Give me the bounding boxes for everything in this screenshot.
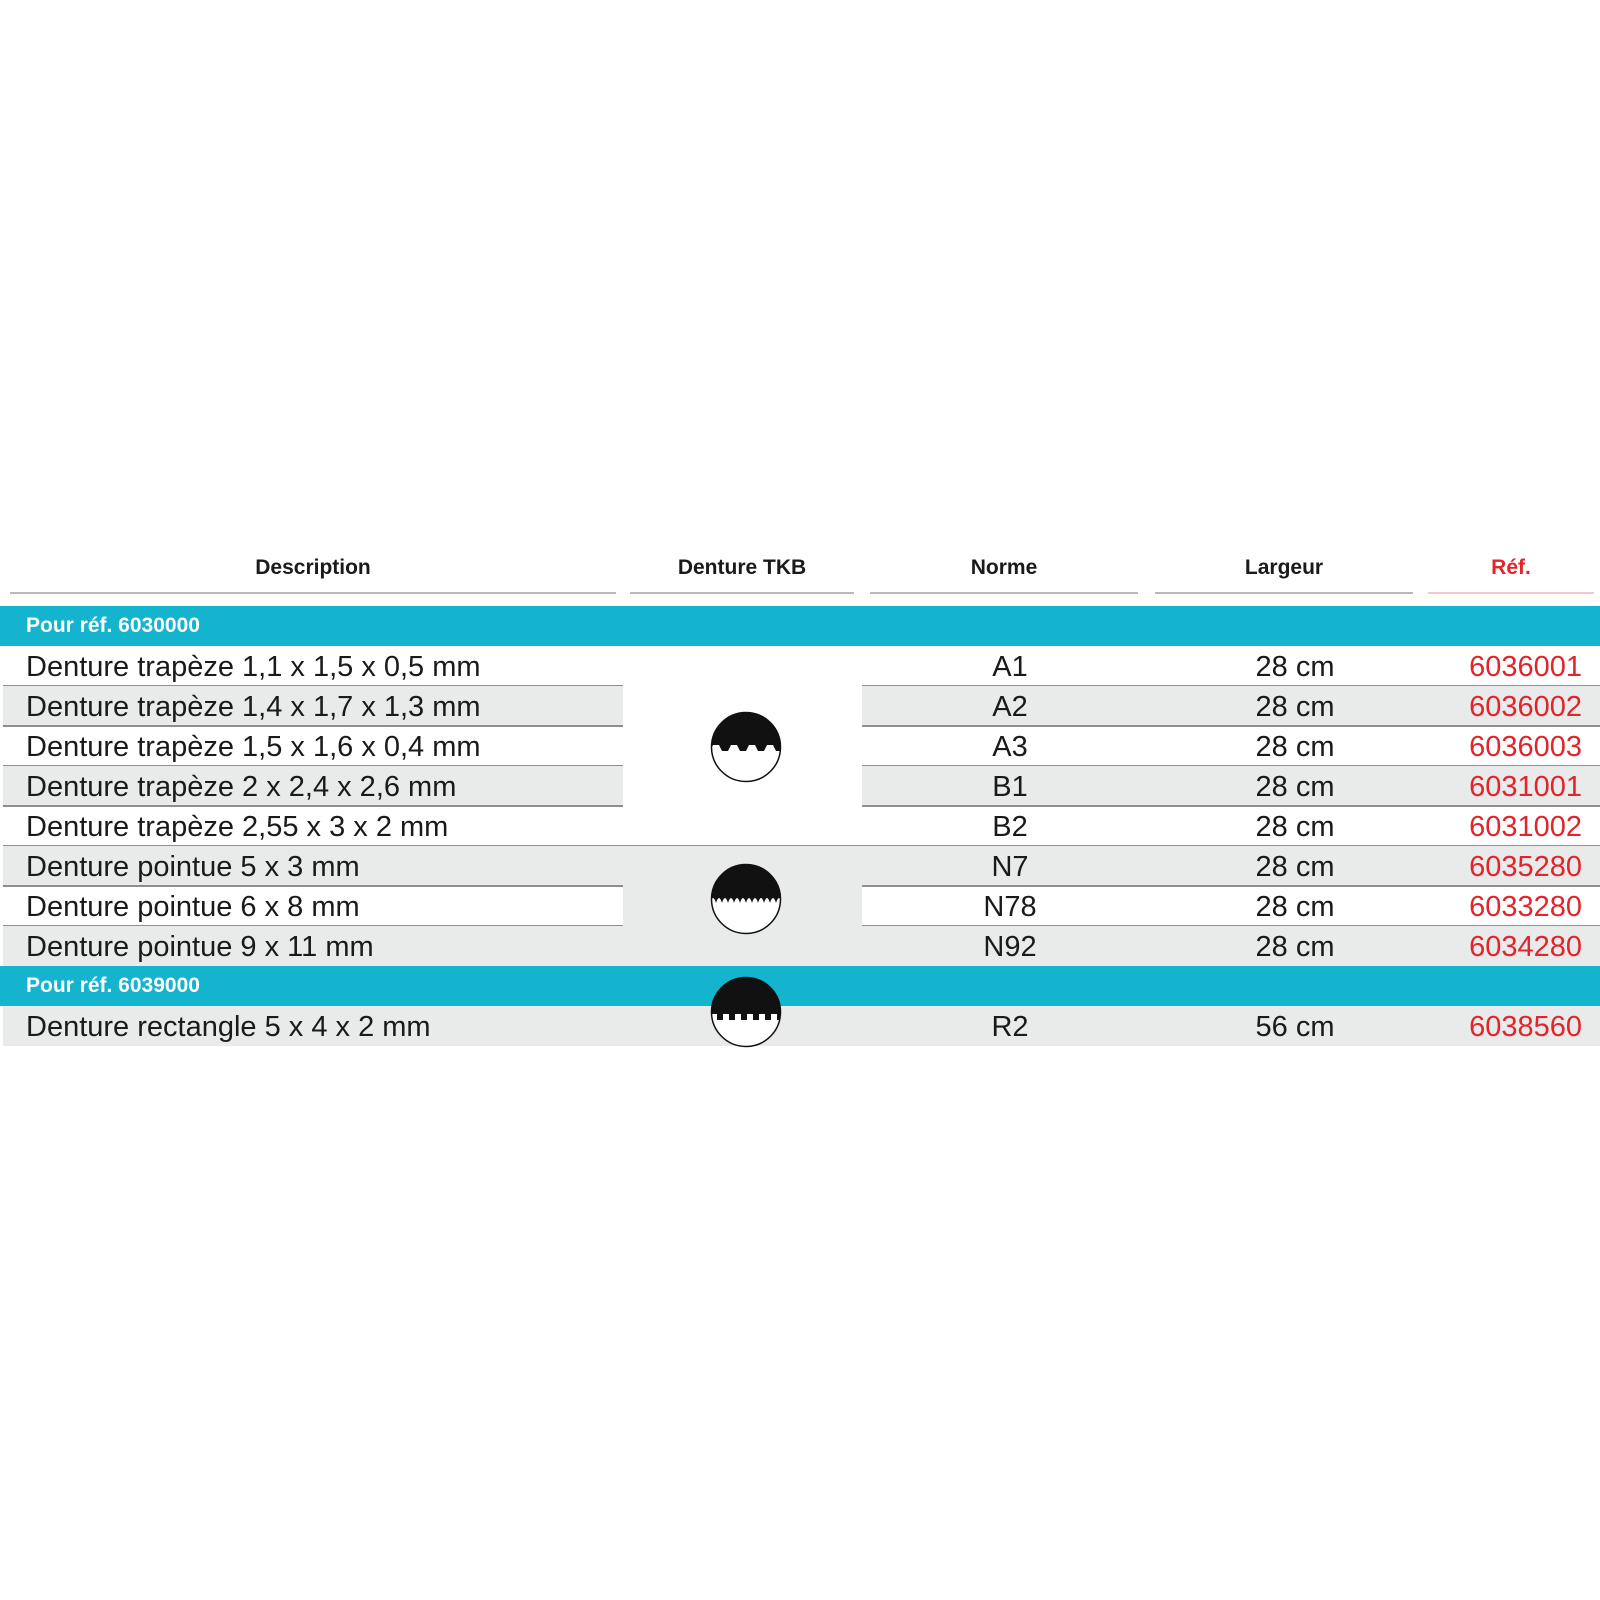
row-largeur: 28 cm: [1255, 891, 1335, 923]
row-description: Denture trapèze 1,1 x 1,5 x 0,5 mm: [26, 651, 481, 683]
table-row: [0, 726, 1600, 766]
group-bar-6039000: Pour réf. 6039000: [0, 966, 1600, 1006]
row-ref: 6036003: [1469, 731, 1582, 763]
header-description: Description: [10, 548, 616, 594]
row-description: Denture trapèze 1,4 x 1,7 x 1,3 mm: [26, 691, 481, 723]
row-norme: R2: [991, 1011, 1029, 1043]
row-ref: 6031001: [1469, 771, 1582, 803]
row-description: Denture trapèze 2,55 x 3 x 2 mm: [26, 811, 449, 843]
row-ref: 6035280: [1469, 851, 1582, 883]
header-denture: Denture TKB: [630, 548, 854, 594]
row-ref: 6034280: [1469, 931, 1582, 963]
row-ref: 6036001: [1469, 651, 1582, 683]
table-header: [0, 548, 1600, 594]
row-norme: N7: [991, 851, 1029, 883]
row-norme: N92: [983, 931, 1037, 963]
row-description: Denture rectangle 5 x 4 x 2 mm: [26, 1011, 431, 1043]
product-table: [0, 548, 1600, 1046]
row-norme: N78: [983, 891, 1037, 923]
row-description: Denture pointue 6 x 8 mm: [26, 891, 360, 923]
table-row: [0, 766, 1600, 806]
row-description: Denture trapèze 2 x 2,4 x 2,6 mm: [26, 771, 457, 803]
header-norme: Norme: [870, 548, 1138, 594]
row-norme: A1: [992, 651, 1028, 683]
group-rows-2: [0, 1006, 1600, 1046]
row-description: Denture trapèze 1,5 x 1,6 x 0,4 mm: [26, 731, 481, 763]
group-rows-1: [0, 646, 1600, 966]
row-largeur: 28 cm: [1255, 931, 1335, 963]
row-largeur: 28 cm: [1255, 651, 1335, 683]
table-row: [0, 1006, 1600, 1046]
group-bar-6030000: Pour réf. 6030000: [0, 606, 1600, 646]
row-ref: 6036002: [1469, 691, 1582, 723]
rectangular-teeth-icon: [710, 976, 782, 1048]
header-ref: Réf.: [1428, 548, 1594, 594]
row-largeur: 28 cm: [1255, 851, 1335, 883]
row-description: Denture pointue 9 x 11 mm: [26, 931, 374, 963]
row-largeur: 28 cm: [1255, 771, 1335, 803]
row-ref: 6031002: [1469, 811, 1582, 843]
table-row: [0, 686, 1600, 726]
row-norme: B1: [992, 771, 1028, 803]
pointed-teeth-icon: [710, 863, 782, 935]
row-norme: B2: [992, 811, 1028, 843]
row-largeur: 28 cm: [1255, 731, 1335, 763]
row-norme: A2: [992, 691, 1028, 723]
row-largeur: 56 cm: [1255, 1011, 1335, 1043]
row-description: Denture pointue 5 x 3 mm: [26, 851, 360, 883]
row-largeur: 28 cm: [1255, 811, 1335, 843]
header-largeur: Largeur: [1155, 548, 1413, 594]
row-norme: A3: [992, 731, 1028, 763]
table-row: [0, 646, 1600, 686]
row-ref: 6033280: [1469, 891, 1582, 923]
table-row: [0, 806, 1600, 846]
row-ref: 6038560: [1469, 1011, 1582, 1043]
trapezoidal-teeth-icon: [710, 711, 782, 783]
row-largeur: 28 cm: [1255, 691, 1335, 723]
